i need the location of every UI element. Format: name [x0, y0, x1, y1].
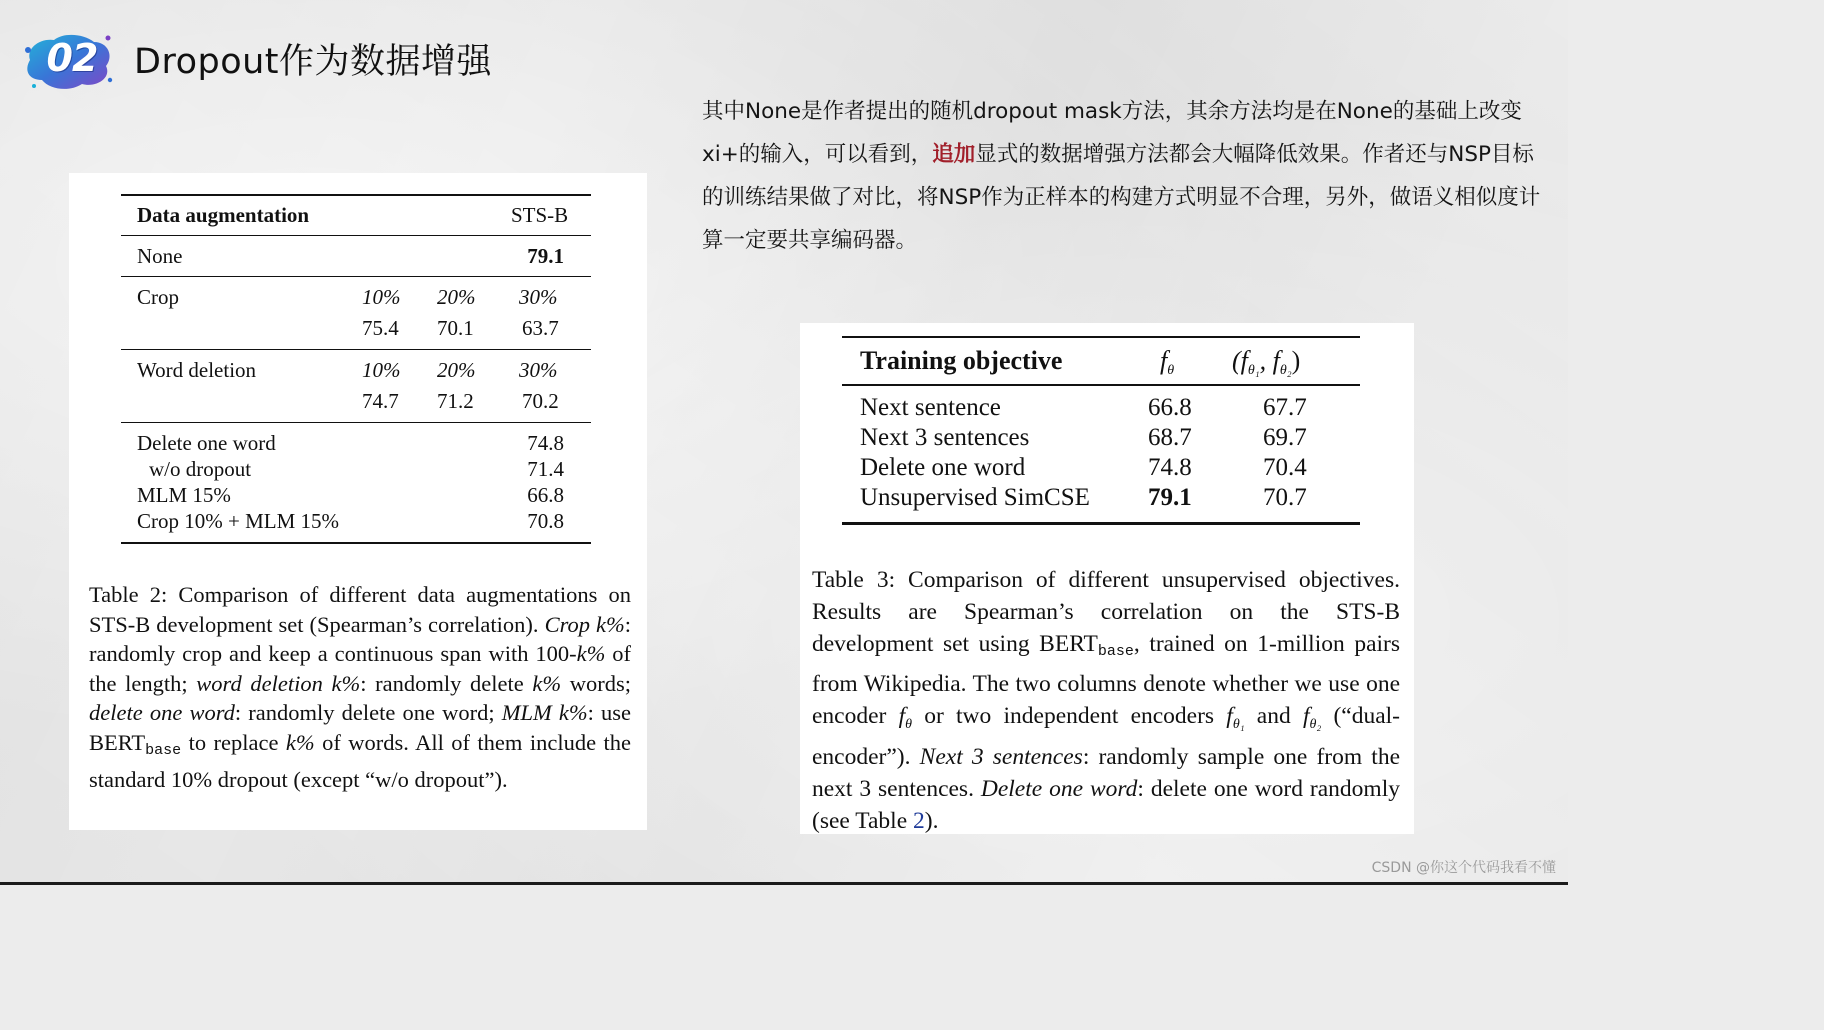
table2-header-rule — [121, 235, 591, 236]
table2-worddel-v1: 74.7 — [362, 389, 399, 413]
intro-text-2: 显式的数据增强方法都会大幅降低效果。作者还与NSP目标的训练结果做了对比，将NSP作为正样本的构建方式明显不合理，另外，做语义相似度计算一定要共享编码器。 — [702, 142, 1541, 253]
table2-row-label: Crop 10% + MLM 15% — [137, 509, 340, 533]
table3-row-value: 70.4 — [1263, 454, 1307, 481]
table3-row-label: Next sentence — [860, 394, 1001, 421]
table2-header-stsb: STS-B — [511, 203, 569, 227]
slide-title: Dropout作为数据增强 — [134, 42, 493, 82]
table2-row-label: Delete one word — [137, 431, 276, 455]
caption3-text: and — [1244, 703, 1303, 729]
caption2-text: MLM k% — [501, 700, 588, 725]
caption3-math: f — [898, 703, 906, 729]
table3-row-label: Unsupervised SimCSE — [860, 484, 1090, 511]
watermark: CSDN @你这个代码我看不懂 — [1371, 860, 1556, 876]
caption2-text: k% — [532, 670, 562, 696]
table2-caption — [89, 580, 631, 795]
caption2-text: : randomly crop and keep a continuous span with 100- — [89, 611, 631, 666]
table2-crop-v1: 75.4 — [362, 316, 399, 340]
table3-row-label: Next 3 sentences — [860, 424, 1030, 451]
caption2-text: word deletion k% — [196, 670, 361, 696]
caption3-subscript: base — [1097, 643, 1134, 660]
table3-row-label: Delete one word — [860, 454, 1026, 481]
intro-highlight: 追加 — [932, 142, 976, 167]
table-reference-link[interactable]: 2 — [913, 808, 925, 834]
table3-header-f-subscript: θ — [1167, 363, 1175, 378]
table2-top-rule — [121, 194, 591, 196]
table3-header-pair-sub2: θ₂ — [1279, 363, 1292, 378]
table2-none-value: 79.1 — [527, 244, 564, 268]
table3-header-objective: Training objective — [860, 346, 1063, 375]
caption2-text: to replace — [181, 729, 286, 755]
caption2-text: k% — [576, 641, 606, 666]
table2-row-value: 71.4 — [527, 457, 564, 481]
caption2-text: of the length; — [89, 641, 632, 696]
table3-row-value: 70.7 — [1263, 484, 1307, 511]
frame-border — [0, 882, 1568, 885]
table2-worddel-p3: 30% — [519, 358, 558, 382]
table2-row-value: 66.8 — [527, 483, 564, 507]
table3-caption — [812, 564, 1400, 837]
caption3-text: : randomly sample one from the next 3 sentences. — [812, 744, 1401, 802]
table2-worddel-v2: 71.2 — [437, 389, 474, 413]
table3-panel — [800, 323, 1414, 834]
caption3-subscript: θ₂ — [1309, 717, 1322, 732]
table3-bottom-rule — [842, 522, 1360, 525]
table2-bottom-rule — [121, 542, 591, 544]
table3-header-f — [1160, 346, 1174, 379]
table2-worddel-p1: 10% — [362, 358, 401, 382]
table2-crop-label: Crop — [137, 285, 179, 309]
table2-worddel-v3: 70.2 — [522, 389, 559, 413]
section-number: 02 — [46, 36, 98, 80]
caption2-text: of words. All of them include the standard 10% dropout (except “w/o dropout”). — [89, 729, 631, 792]
caption3-text: Next 3 sentences — [919, 744, 1083, 770]
table3-row-value: 69.7 — [1263, 424, 1307, 451]
table3-header-f-symbol: f — [1160, 346, 1168, 375]
table3-header-pair-sub1: θ₁ — [1247, 363, 1260, 378]
table2-row-value: 70.8 — [527, 509, 564, 533]
caption3-text: ). — [924, 808, 939, 834]
caption3-text: Table 3: Comparison of different unsupervised objectives. Results are Spearman’s correlation on the STS-B development set using BERT — [812, 567, 1400, 657]
table3-header-pair — [1232, 346, 1300, 379]
caption3-text: , trained on 1-million pairs from Wikipedia. The two columns denote whether we use one encoder — [812, 631, 1400, 729]
caption3-subscript: θ — [905, 717, 913, 732]
table3-row-value: 66.8 — [1148, 394, 1192, 421]
intro-paragraph — [702, 90, 1542, 262]
table2-worddel-p2: 20% — [437, 358, 476, 382]
intro-text-1: 其中None是作者提出的随机dropout mask方法，其余方法均是在None的基础上改变xi+的输入，可以看到， — [702, 99, 1522, 167]
table2-crop-v3: 63.7 — [522, 316, 559, 340]
caption3-text: (“dual-encoder”). — [812, 703, 1400, 770]
table3-row-value: 74.8 — [1148, 454, 1192, 481]
caption3-math: f — [1302, 703, 1310, 729]
section-badge — [22, 30, 114, 92]
table2-worddel-label: Word deletion — [137, 358, 257, 382]
table2-crop-p3: 30% — [519, 285, 558, 309]
caption3-subscript: θ₁ — [1232, 717, 1245, 732]
caption2-text: Crop k% — [544, 611, 625, 637]
caption2-text: : randomly delete — [360, 670, 533, 696]
table2-rule-3 — [121, 422, 591, 423]
table2-row-label: w/o dropout — [149, 457, 252, 481]
table2-row-label: MLM 15% — [137, 483, 231, 507]
table2-crop-p1: 10% — [362, 285, 401, 309]
caption3-text: Delete one word — [980, 776, 1138, 802]
table2-crop-v2: 70.1 — [437, 316, 474, 340]
caption2-text: k% — [285, 729, 315, 755]
table3-header-pair-close: ) — [1291, 346, 1301, 375]
caption3-text: or two independent encoders — [912, 703, 1227, 729]
caption2-text: : randomly delete one word; — [234, 700, 502, 725]
table2-none-label: None — [137, 244, 183, 268]
caption2-text: words; — [561, 670, 631, 696]
caption2-text: delete one word — [89, 700, 235, 725]
table3-top-rule — [842, 336, 1360, 338]
caption2-text: : use BERT — [89, 700, 632, 755]
table3-row-value: 67.7 — [1263, 394, 1307, 421]
table3-header-pair-open: (f — [1232, 346, 1248, 375]
table3-row-value: 79.1 — [1148, 484, 1192, 511]
caption3-text: : delete one word randomly (see Table — [812, 776, 1400, 834]
table2-panel — [69, 173, 647, 830]
caption2-text: Table 2: Comparison of different data augmentations on STS-B development set (Spearman’s correlation). — [89, 582, 631, 637]
table2-header-augmentation: Data augmentation — [137, 203, 310, 227]
table2-rule-1 — [121, 276, 591, 277]
table2-crop-p2: 20% — [437, 285, 476, 309]
table3-row-value: 68.7 — [1148, 424, 1192, 451]
caption3-math: f — [1226, 703, 1233, 729]
caption2-subscript: base — [145, 741, 182, 759]
table3-header-pair-mid: , f — [1259, 346, 1280, 375]
table2-row-value: 74.8 — [527, 431, 564, 455]
table3-header-rule — [842, 384, 1360, 386]
table2-rule-2 — [121, 349, 591, 350]
